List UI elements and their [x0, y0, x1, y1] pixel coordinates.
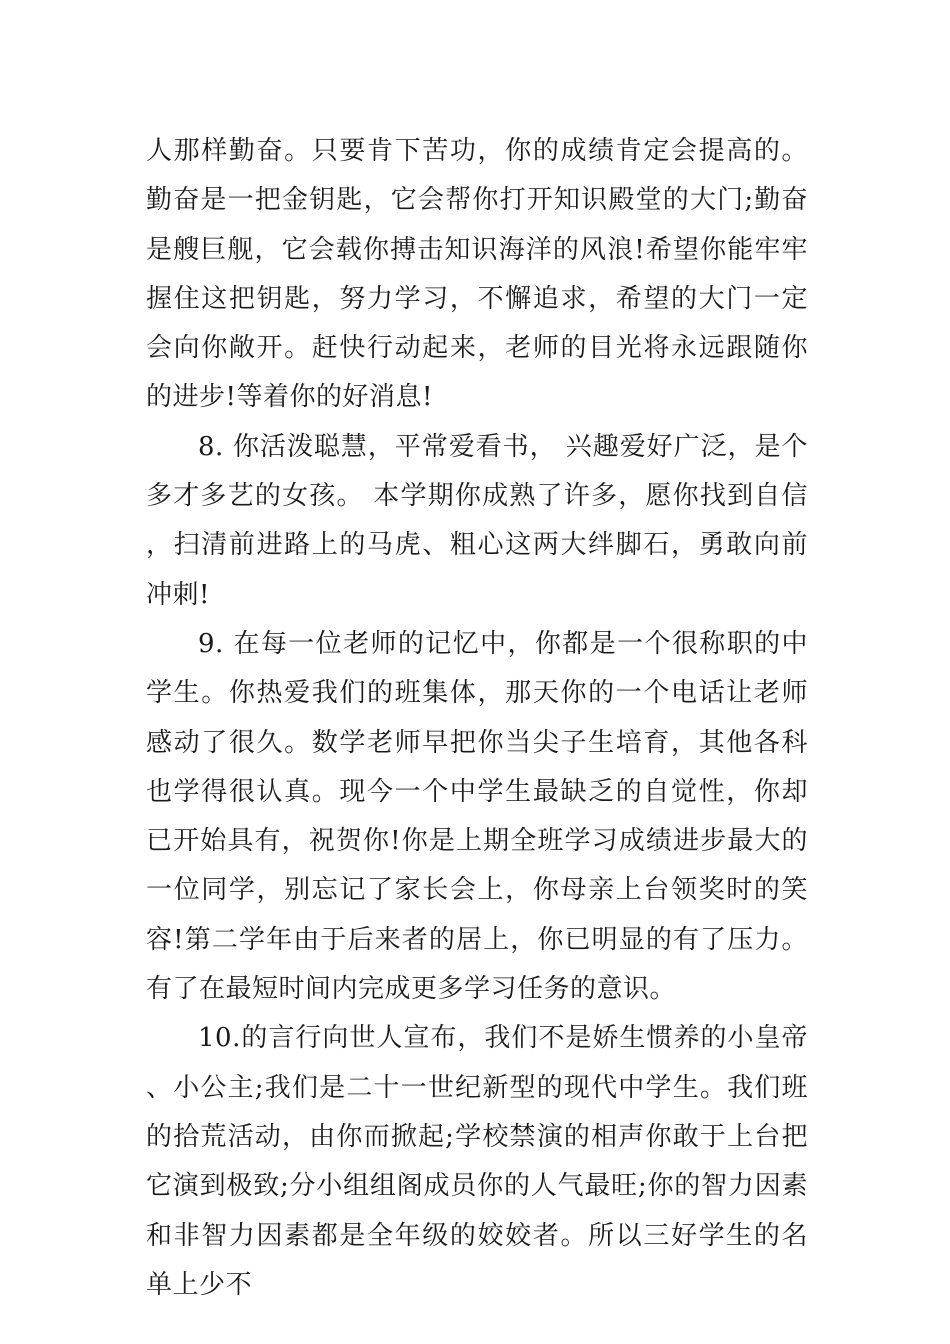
paragraph-item-10: 10.的言行向世人宣布，我们不是娇生惯养的小皇帝、小公主;我们是二十一世纪新型的现代中学生。我们班的拾荒活动，由你而掀起;学校禁演的相声你敢于上台把它演到极致;分小组组阁成员你的人气最旺;你的智力因素和非智力因素都是全年级的姣姣者。所以三好学生的名单上少不: [146, 1023, 808, 1300]
paragraph-item-9: 9. 在每一位老师的记忆中，你都是一个很称职的中学生。你热爱我们的班集体，那天你的一个电话让老师感动了很久。数学老师早把你当尖子生培育，其他各科也学得很认真。现今一个中学生最缺乏的自觉性，你却已开始具有，祝贺你!你是上期全班学习成绩进步最大的一位同学，别忘记了家长会上，你母亲上台领奖时的笑容!第二学年由于后来者的居上，你已明显的有了压力。有了在最短时间内完成更多学习任务的意识。: [146, 628, 808, 1005]
document-body: [146, 127, 808, 1310]
paragraph-continuation: 人那样勤奋。只要肯下苦功，你的成绩肯定会提高的。勤奋是一把金钥匙，它会帮你打开知识殿堂的大门;勤奋是艘巨舰，它会载你搏击知识海洋的风浪!希望你能牢牢握住这把钥匙，努力学习，不懈追求，希望的大门一定会向你敞开。赶快行动起来，老师的目光将永远跟随你的进步!等着你的好消息!: [146, 136, 808, 413]
paragraph-item-8: 8. 你活泼聪慧，平常爱看书， 兴趣爱好广泛，是个多才多艺的女孩。 本学期你成熟了许多，愿你找到自信，扫清前进路上的马虎、粗心这两大绊脚石，勇敢向前冲刺!: [146, 431, 808, 610]
